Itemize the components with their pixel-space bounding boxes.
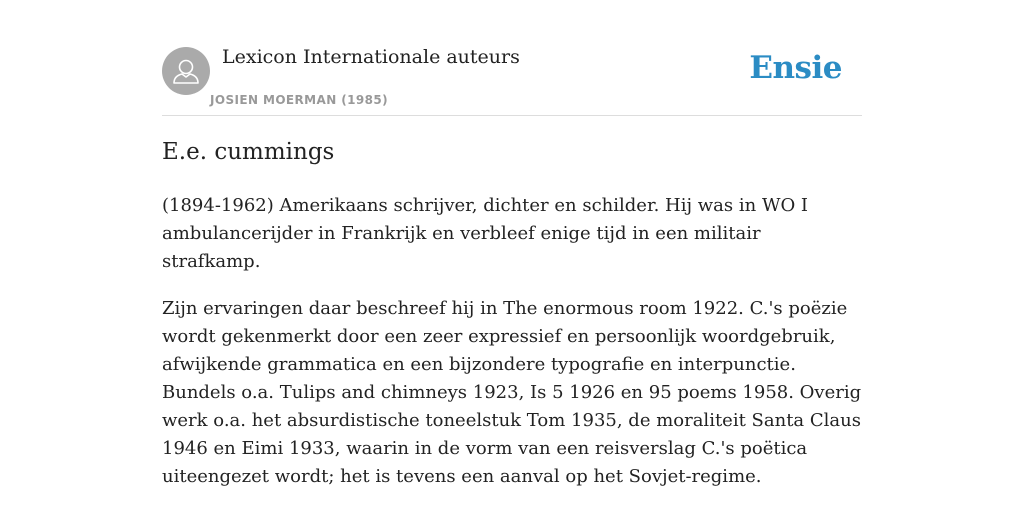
article-paragraph: (1894-1962) Amerikaans schrijver, dichter en schilder. Hij was in WO I ambulancerijder in Frankrijk en verbleef enige tijd in een militair strafkamp.: [162, 195, 809, 272]
author-avatar[interactable]: [162, 47, 210, 95]
author-name[interactable]: JOSIEN MOERMAN (1985): [210, 93, 388, 107]
article-paragraph: Zijn ervaringen daar beschreef hij in The enormous room 1922. C.'s poëzie wordt gekenmerkt door een zeer expressief en persoonlijk woordgebruik, afwijkende grammatica en een bijzondere typografie en interpunctie. Bundels o.a. Tulips and chimneys 1923, Is 5 1926 en 95 poems 1958. Overig werk o.a. het absurdistische toneelstuk Tom 1935, de moraliteit Santa Claus 1946 en Eimi 1933, waarin in de vorm van een reisverslag C.'s poëtica uiteengezet wordt; het is tevens een aanval op het Sovjet-regime.: [162, 298, 862, 487]
source-title-link[interactable]: Lexicon Internationale auteurs: [222, 46, 520, 68]
ensie-logo[interactable]: Ensie: [749, 50, 842, 86]
article-title: E.e. cummings: [162, 139, 335, 165]
article-body: [162, 192, 862, 510]
article-header: [162, 40, 862, 116]
user-placeholder-icon: [162, 47, 210, 95]
